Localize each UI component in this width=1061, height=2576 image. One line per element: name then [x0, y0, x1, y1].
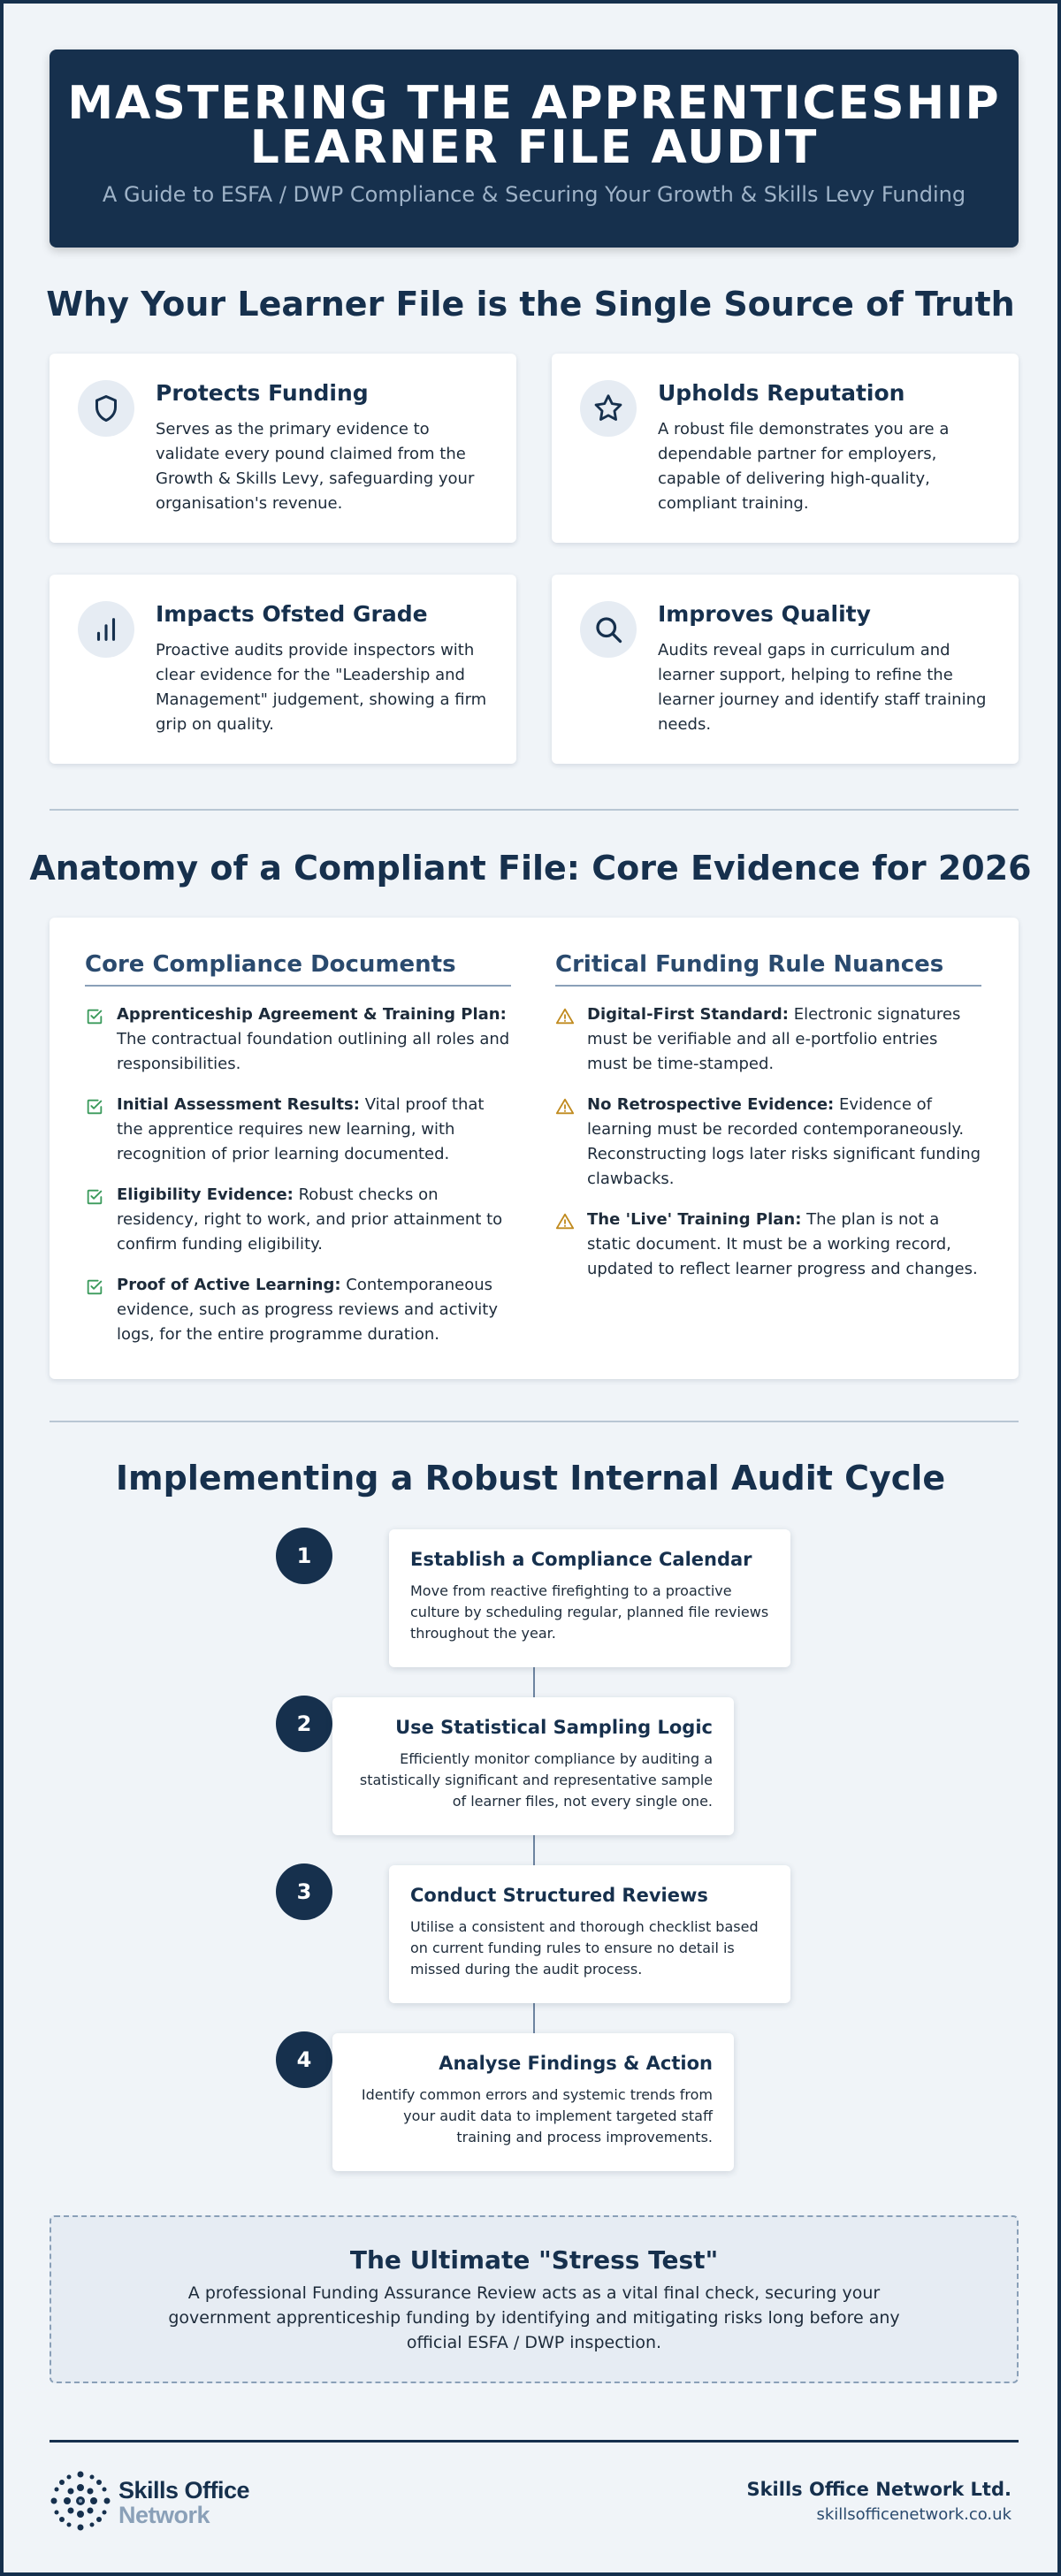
step-title: Conduct Structured Reviews — [410, 1885, 708, 1906]
card-title: Improves Quality — [658, 601, 871, 627]
stress-test-callout — [50, 2215, 1019, 2383]
step-title: Establish a Compliance Calendar — [410, 1549, 752, 1570]
check-square-icon — [85, 1007, 104, 1026]
card-improves-quality — [552, 575, 1019, 764]
step-card — [332, 2033, 734, 2171]
logo-mark-icon — [50, 2470, 111, 2532]
step-number-badge: 3 — [276, 1863, 332, 1920]
core-documents-column — [85, 951, 511, 1347]
warning-icon — [555, 1097, 575, 1117]
anatomy-section-title: Anatomy of a Compliant File: Core Evidence for 2026 — [29, 849, 1032, 888]
item-text: Evidence of learning must be recorded contemporaneously. Reconstructing logs later risks significant funding clawbacks. — [587, 1095, 981, 1188]
item-text: Robust checks on residency, right to work, and prior attainment to confirm funding eligibility. — [117, 1185, 503, 1254]
company-url[interactable]: skillsofficenetwork.co.uk — [816, 2505, 1011, 2524]
page-title — [50, 77, 1019, 174]
anatomy-box — [50, 918, 1019, 1379]
star-icon — [580, 380, 637, 437]
item-label: Initial Assessment Results: — [117, 1095, 360, 1114]
item-text: The plan is not a static document. It must be a working record, updated to reflect learner progress and changes. — [587, 1210, 978, 1278]
shield-icon — [78, 380, 134, 437]
step-card — [389, 1865, 790, 2003]
callout-title: The Ultimate "Stress Test" — [349, 2245, 719, 2275]
card-title: Protects Funding — [156, 380, 369, 406]
item-label: Eligibility Evidence: — [117, 1185, 294, 1204]
step-description: Efficiently monitor compliance by auditing a statistically significant and representative sample of learner files, not every single one. — [359, 1750, 713, 1810]
item-label: Proof of Active Learning: — [117, 1276, 341, 1294]
why-section-title: Why Your Learner File is the Single Source of Truth — [46, 285, 1015, 324]
company-name: Skills Office Network Ltd. — [746, 2479, 1011, 2500]
card-description: Serves as the primary evidence to validate every pound claimed from the Growth & Skills Levy, safeguarding your organisation's revenue. — [156, 420, 475, 513]
check-square-icon — [85, 1097, 104, 1117]
logo-wordmark-bottom: Network — [118, 2502, 210, 2528]
column-heading: Critical Funding Rule Nuances — [555, 951, 981, 987]
item-text: The contractual foundation outlining all roles and responsibilities. — [117, 1030, 510, 1073]
card-protects-funding — [50, 354, 516, 543]
column-heading: Core Compliance Documents — [85, 951, 511, 987]
list-item — [555, 1093, 981, 1192]
warning-icon — [555, 1007, 575, 1026]
check-square-icon — [85, 1277, 104, 1297]
callout-text: A professional Funding Assurance Review acts as a vital final check, securing your government apprenticeship funding by identifying and mitigating risks long before any official ESFA / DWP inspection. — [168, 2283, 900, 2352]
magnifier-icon — [580, 601, 637, 658]
list-item — [555, 1002, 981, 1077]
divider — [50, 1421, 1019, 1422]
card-title: Impacts Ofsted Grade — [156, 601, 428, 627]
funding-rules-column — [555, 951, 981, 1282]
item-text: Vital proof that the apprentice requires new learning, with recognition of prior learning documented. — [117, 1095, 485, 1163]
step-description: Identify common errors and systemic trends from your audit data to implement targeted staff training and process improvements. — [361, 2086, 713, 2145]
card-description: Audits reveal gaps in curriculum and learner support, helping to refine the learner journey and identify staff training needs. — [658, 641, 987, 734]
item-label: No Retrospective Evidence: — [587, 1095, 835, 1114]
card-description: A robust file demonstrates you are a dependable partner for employers, capable of delivering high-quality, compliant training. — [658, 420, 950, 513]
cycle-section-title: Implementing a Robust Internal Audit Cycle — [115, 1459, 946, 1498]
list-item — [555, 1208, 981, 1282]
item-text: Contemporaneous evidence, such as progress reviews and activity logs, for the entire programme duration. — [117, 1276, 498, 1344]
step-card — [389, 1529, 790, 1667]
step-title: Use Statistical Sampling Logic — [395, 1717, 713, 1738]
logo-wordmark-top: Skills Office — [118, 2477, 250, 2504]
item-label: The 'Live' Training Plan: — [587, 1210, 802, 1229]
step-title: Analyse Findings & Action — [439, 2053, 713, 2074]
step-number-badge: 1 — [276, 1528, 332, 1584]
divider — [50, 809, 1019, 811]
hero-banner — [50, 50, 1019, 248]
title-line-2: LEARNER FILE AUDIT — [249, 121, 819, 174]
page-subtitle: A Guide to ESFA / DWP Compliance & Securing Your Growth & Skills Levy Funding — [102, 182, 966, 207]
step-description: Move from reactive firefighting to a proactive culture by scheduling regular, planned file reviews throughout the year. — [410, 1582, 769, 1642]
step-number-badge: 4 — [276, 2031, 332, 2088]
list-item — [85, 1093, 511, 1167]
list-item — [85, 1273, 511, 1347]
list-item — [85, 1002, 511, 1077]
check-square-icon — [85, 1187, 104, 1207]
footer-divider — [50, 2440, 1019, 2443]
card-upholds-reputation — [552, 354, 1019, 543]
bar-chart-icon — [78, 601, 134, 658]
item-label: Digital-First Standard: — [587, 1005, 790, 1024]
step-card — [332, 1697, 734, 1835]
title-line-1: MASTERING THE APPRENTICESHIP — [67, 77, 1001, 130]
card-description: Proactive audits provide inspectors with clear evidence for the "Leadership and Management" judgement, showing a firm grip on quality. — [156, 641, 487, 734]
list-item — [85, 1183, 511, 1257]
step-number-badge: 2 — [276, 1696, 332, 1752]
card-title: Upholds Reputation — [658, 380, 905, 406]
card-impacts-ofsted — [50, 575, 516, 764]
item-text: Electronic signatures must be verifiable and all e-portfolio entries must be time-stamped. — [587, 1005, 961, 1073]
step-description: Utilise a consistent and thorough checklist based on current funding rules to ensure no detail is missed during the audit process. — [410, 1918, 759, 1978]
item-label: Apprenticeship Agreement & Training Plan: — [117, 1005, 507, 1024]
warning-icon — [555, 1212, 575, 1231]
